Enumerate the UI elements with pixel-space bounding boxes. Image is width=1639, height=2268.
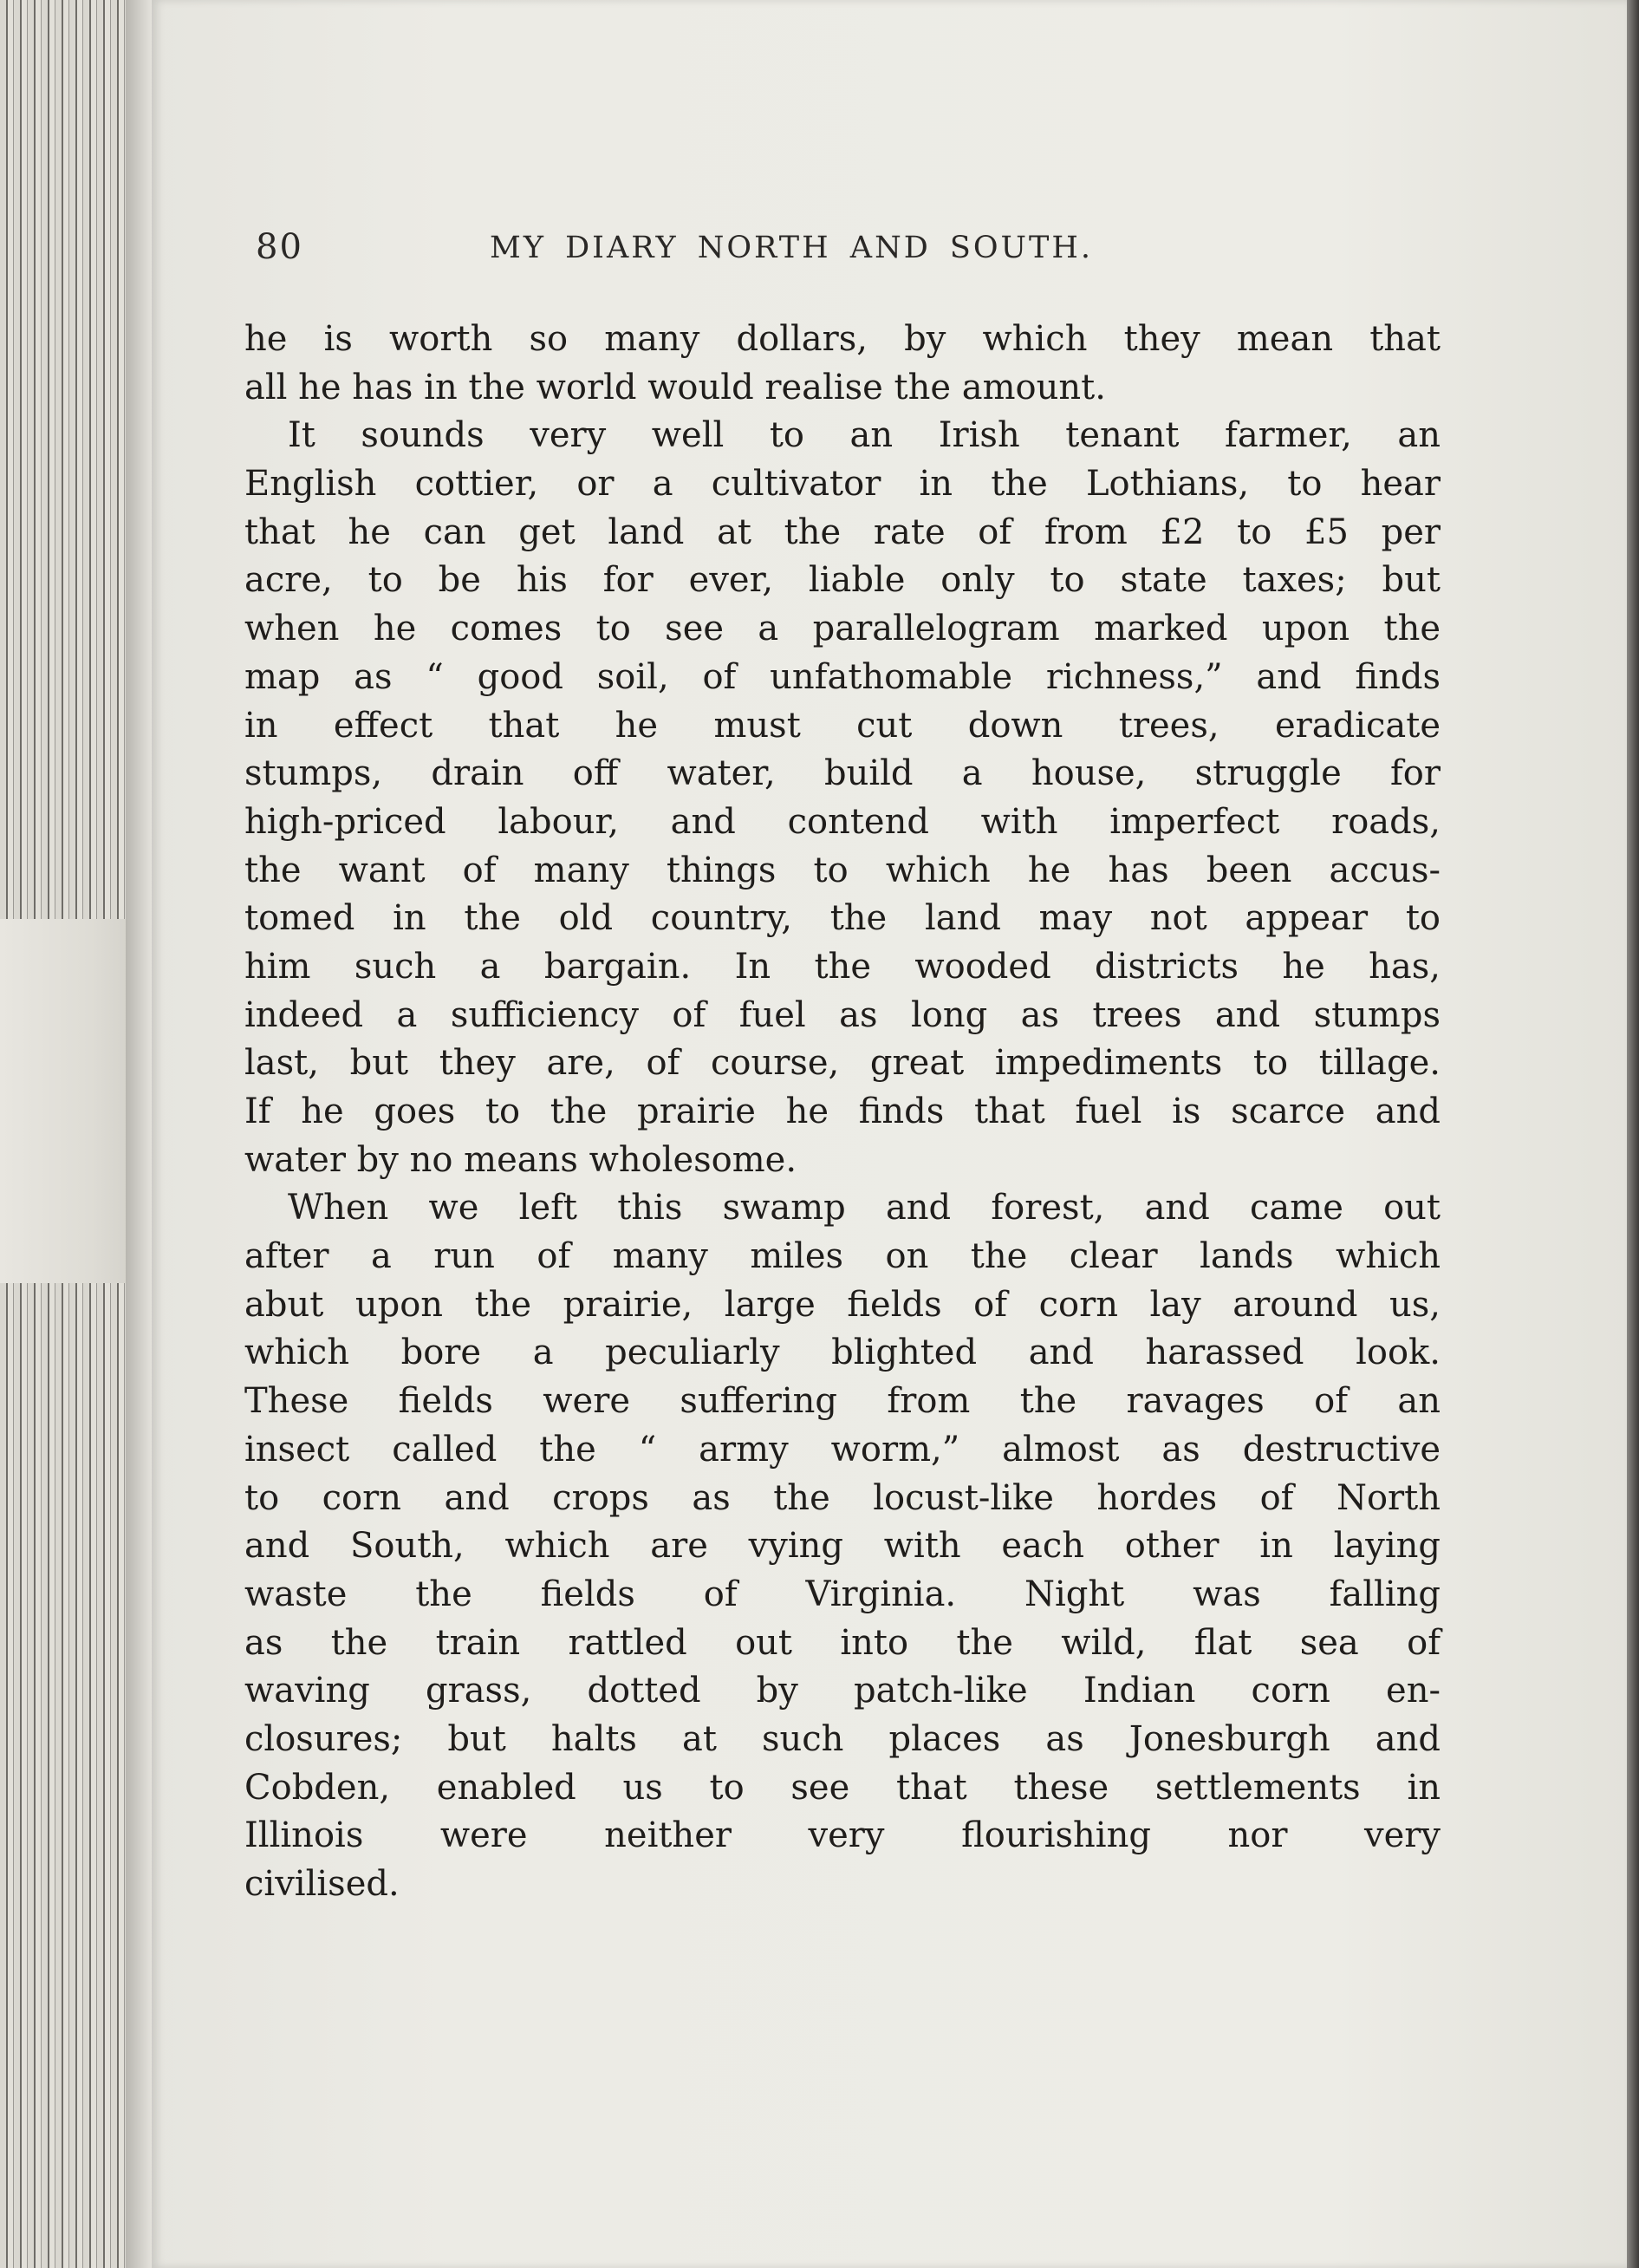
page-number: 80 (256, 227, 303, 267)
text-line: to corn and crops as the locust-like hordes of North (244, 1477, 1441, 1518)
text-line: waving grass, dotted by patch-like Indian corn en- (244, 1671, 1441, 1711)
running-title: MY DIARY NORTH AND SOUTH. (490, 231, 1094, 265)
text-line: stumps, drain off water, build a house, struggle for (244, 753, 1441, 794)
text-line: that he can get land at the rate of from £2 to £5 per (244, 512, 1441, 552)
text-line: insect called the “ army worm,” almost as destructive (244, 1429, 1441, 1470)
text-line: he is worth so many dollars, by which they mean that (244, 319, 1441, 359)
text-line: water by no means wholesome. (244, 1139, 797, 1180)
text-line: all he has in the world would realise the amount. (244, 367, 1106, 407)
text-line: closures; but halts at such places as Jonesburgh and (244, 1718, 1441, 1759)
text-line: abut upon the prairie, large fields of corn lay around us, (244, 1284, 1441, 1325)
body-text (244, 316, 1441, 1909)
book-gutter (126, 0, 152, 2268)
text-line: Illinois were neither very flourishing nor very (244, 1815, 1441, 1856)
text-line: acre, to be his for ever, liable only to state taxes; but (244, 560, 1441, 601)
text-line: after a run of many miles on the clear lands which (244, 1236, 1441, 1277)
paragraph-start-line: It sounds very well to an Irish tenant farmer, an (288, 415, 1441, 456)
scan-border (1627, 0, 1639, 2268)
text-line: as the train rattled out into the wild, flat sea of (244, 1622, 1441, 1663)
text-line: in effect that he must cut down trees, eradicate (244, 705, 1441, 746)
book-page-edges (0, 0, 152, 2268)
text-line: and South, which are vying with each other in laying (244, 1526, 1441, 1567)
text-line: which bore a peculiarly blighted and harassed look. (244, 1333, 1441, 1373)
text-line: These fields were suffering from the ravages of an (244, 1381, 1441, 1422)
text-line: map as “ good soil, of unfathomable richness,” and finds (244, 656, 1441, 697)
text-line: the want of many things to which he has been accus- (244, 850, 1441, 890)
paragraph-start-line: When we left this swamp and forest, and came out (288, 1188, 1441, 1228)
running-head (256, 227, 1356, 283)
text-line: last, but they are, of course, great impediments to tillage. (244, 1043, 1441, 1084)
text-line: waste the fields of Virginia. Night was falling (244, 1574, 1441, 1614)
text-line: indeed a sufficiency of fuel as long as trees and stumps (244, 994, 1441, 1035)
text-line: high-priced labour, and contend with imperfect roads, (244, 801, 1441, 842)
text-line: when he comes to see a parallelogram marked upon the (244, 609, 1441, 649)
text-line: English cottier, or a cultivator in the Lothians, to hear (244, 464, 1441, 505)
text-line: tomed in the old country, the land may not appear to (244, 898, 1441, 939)
text-line: If he goes to the prairie he finds that fuel is scarce and (244, 1092, 1441, 1131)
text-line: Cobden, enabled us to see that these settlements in (244, 1767, 1441, 1808)
text-line: civilised. (244, 1864, 400, 1904)
text-line: him such a bargain. In the wooded districts he has, (244, 946, 1441, 987)
